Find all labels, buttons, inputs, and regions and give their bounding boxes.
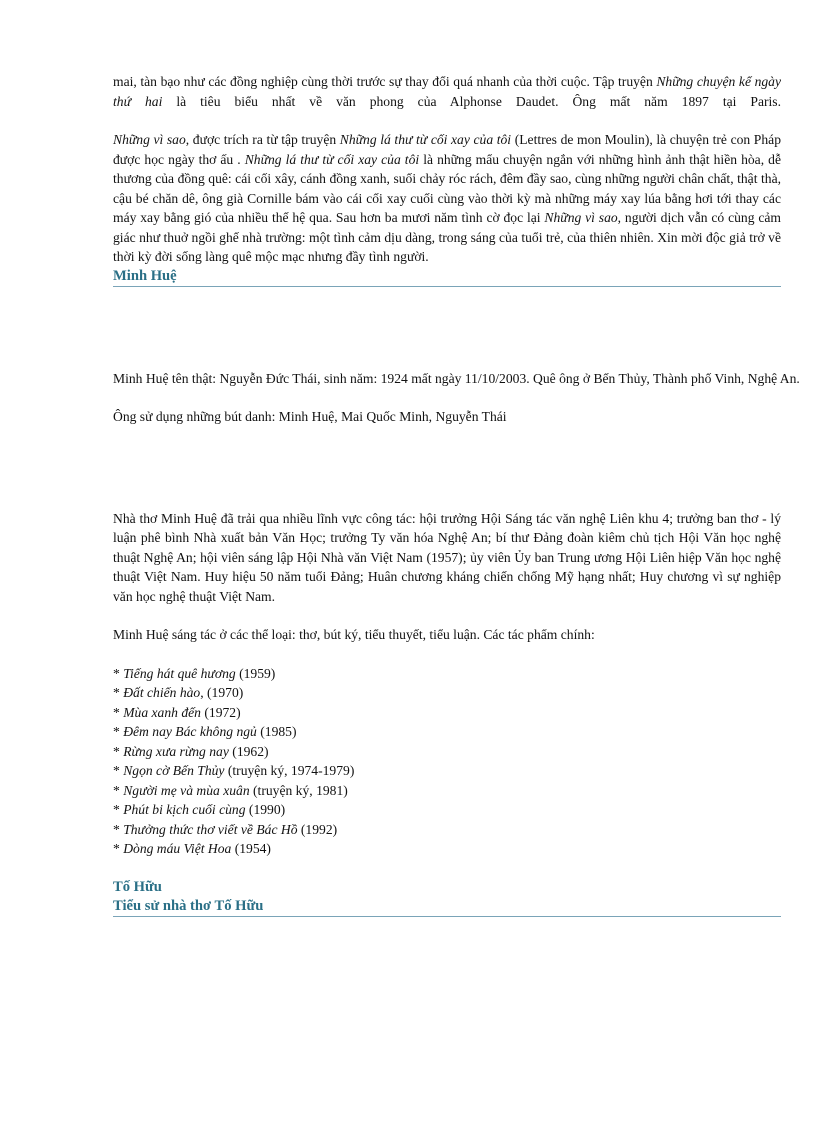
list-item (113, 742, 781, 762)
works-list (113, 664, 781, 859)
list-item (113, 683, 781, 703)
work-title: Đất chiến hào (123, 685, 201, 700)
bio-paragraph-3: Nhà thơ Minh Huệ đã trải qua nhiều lĩnh vực công tác: hội trưởng Hội Sáng tác văn nghệ Liên khu 4; trưởng ban thơ - lý luận phê bình Nhà xuất bản Văn Học; trưởng Ty văn hóa Nghệ An; bí thư Đảng đoàn kiêm chủ tịch Hội Văn học nghệ thuật Nghệ An; hội viên sáng lập Hội Nhà văn Việt Nam (1957); ủy viên Ủy ban Trung ương Hội Liên hiệp Văn học nghệ thuật Việt Nam. Huy hiệu 50 năm tuổi Đảng; Huân chương kháng chiến chống Mỹ hạng nhất; Huy chương vì sự nghiệp văn học nghệ thuật Việt Nam. (113, 510, 781, 604)
work-note: (1959) (235, 665, 276, 681)
work-note: (1985) (256, 724, 297, 739)
work-title: Phút bi kịch cuối cùng (123, 802, 246, 817)
work-note: (1992) (297, 821, 338, 837)
work-title: Người mẹ và mùa xuân (123, 782, 250, 798)
intro-text: là những mẩu chuyện ngắn với những hình ảnh thật hiền hòa, dễ thương của đồng quê: cái cối xây, cánh đồng xanh, suối chảy róc rách, đêm đầy sao, cùng những người chân chất, thật thà, cậu bé chăn dê, ông già Cornille bám vào cái cối xay cuối cùng vào thời kỳ mà những máy xay lúa bằng hơi tới thay các máy xay bằng gió của nhiều thế hệ qua. Sau hơn ba mươi năm tình cờ đọc lại (113, 151, 781, 225)
work-note: (1972) (200, 704, 241, 720)
work-title: Mùa xanh đến (123, 704, 201, 720)
work-title: Đêm nay Bác không ngủ (123, 724, 257, 739)
work-note: (1954) (231, 841, 271, 856)
list-item (113, 761, 781, 781)
list-bullet: * (113, 685, 124, 700)
work-note: (1990) (245, 802, 286, 817)
work-title: Thưởng thức thơ viết về Bác Hồ (123, 821, 298, 837)
intro-text: (Lettres de mon Moulin), là chuyện trẻ con Pháp được học ngày thơ ấu . (113, 132, 781, 167)
list-bullet: * (113, 743, 124, 759)
bio-paragraph-2: Ông sử dụng những bút danh: Minh Huệ, Mai Quốc Minh, Nguyễn Thái (113, 409, 507, 424)
bio-paragraph-4: Minh Huệ sáng tác ở các thể loại: thơ, bút ký, tiểu thuyết, tiểu luận. Các tác phẩm chính: (113, 627, 595, 642)
list-bullet: * (113, 665, 124, 681)
document-page (113, 72, 800, 917)
work-title: Ngọn cờ Bến Thủy (123, 763, 225, 778)
list-bullet: * (113, 841, 124, 856)
list-item (113, 703, 781, 723)
section-subheading-to-huu: Tiểu sử nhà thơ Tố Hữu (113, 897, 264, 914)
section-heading-minh-hue: Minh Huệ (113, 267, 177, 284)
book-title: Những lá thư từ cối xay của tôi (244, 151, 420, 167)
list-bullet: * (113, 704, 124, 720)
list-item (113, 781, 781, 801)
list-bullet: * (113, 782, 124, 798)
bio-paragraph-1: Minh Huệ tên thật: Nguyễn Đức Thái, sinh năm: 1924 mất ngày 11/10/2003. Quê ông ở Bến Thủy, Thành phố Vinh, Nghệ An. (113, 370, 800, 386)
intro-text: , được trích ra từ tập truyện (185, 132, 340, 147)
story-title: Những vì sao (544, 210, 618, 225)
work-title: Rừng xưa rừng nay (123, 743, 229, 759)
work-note: (truyện ký, 1974-1979) (224, 763, 355, 778)
work-title: Tiếng hát quê hương (123, 665, 236, 681)
intro-text: mai, tàn bạo như các đồng nghiệp cùng thời trước sự thay đổi quá nhanh của thời cuộc. Tập truyện (113, 74, 657, 89)
list-item (113, 839, 781, 859)
work-title: Dòng máu Việt Hoa (123, 841, 232, 856)
intro-paragraph-1 (113, 72, 781, 111)
list-item (113, 800, 781, 820)
list-bullet: * (113, 802, 124, 817)
section-heading-to-huu: Tố Hữu (113, 878, 162, 895)
list-bullet: * (113, 724, 124, 739)
intro-text: , người dịch vẫn có cùng cảm giác như thuở ngồi ghế nhà trường: một tình cảm dịu dàng, trong sáng của tuổi trẻ, của thiên nhiên. Xin mời độc giả trở về thời kỳ đời sống làng quê mộc mạc nhưng đầy tình người. (113, 210, 781, 264)
work-note: (1962) (228, 743, 269, 759)
list-item (113, 820, 781, 840)
intro-paragraph-2 (113, 130, 781, 267)
list-bullet: * (113, 763, 124, 778)
work-note: , (1970) (200, 685, 244, 700)
list-item (113, 664, 781, 684)
section-divider (113, 916, 781, 917)
book-title: Những lá thư từ cối xay của tôi (339, 132, 512, 147)
intro-text: là tiêu biểu nhất về văn phong của Alphonse Daudet. Ông mất năm 1897 tại Paris. (162, 93, 781, 109)
story-title: Những vì sao (113, 132, 186, 147)
list-item (113, 722, 781, 742)
work-note: (truyện ký, 1981) (249, 782, 348, 798)
list-bullet: * (113, 821, 124, 837)
book-title: Những chuyện kể ngày thứ hai (113, 74, 781, 109)
